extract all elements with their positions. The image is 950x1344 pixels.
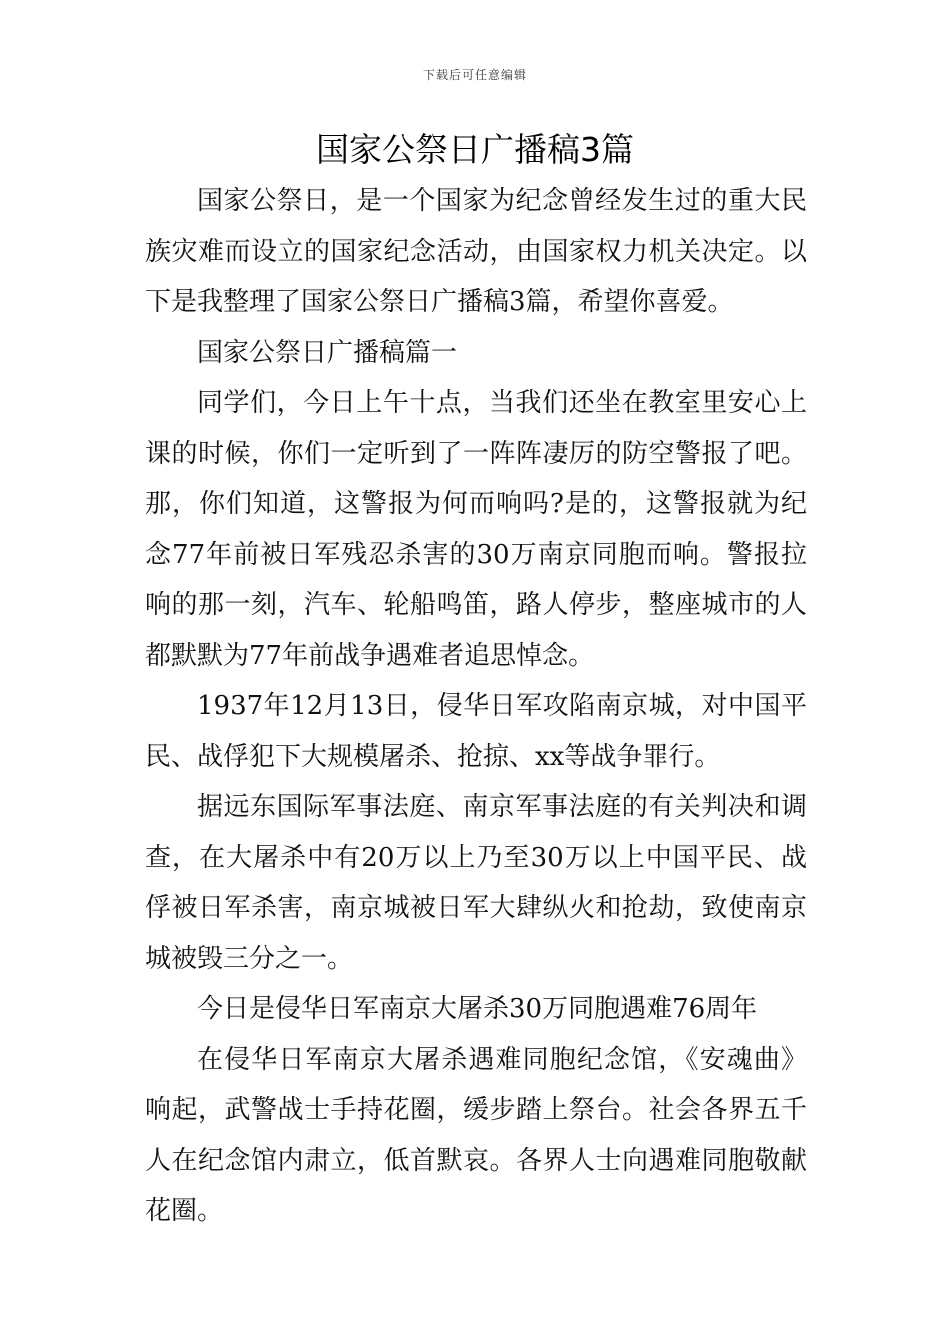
document-title: 国家公祭日广播稿3篇 bbox=[316, 130, 634, 169]
paragraph-intro: 国家公祭日，是一个国家为纪念曾经发生过的重大民族灾难而设立的国家纪念活动，由国家权力机关决定。以下是我整理了国家公祭日广播稿3篇，希望你喜爱。 bbox=[145, 186, 807, 317]
paragraph-tribunal: 据远东国际军事法庭、南京军事法庭的有关判决和调查，在大屠杀中有20万以上乃至30万以上中国平民、战俘被日军杀害，南京城被日军大肆纵火和抢劫，致使南京城被毁三分之一。 bbox=[145, 792, 807, 974]
paragraph-anniversary: 今日是侵华日军南京大屠杀30万同胞遇难76周年 bbox=[197, 994, 758, 1024]
paragraph-memorial: 在侵华日军南京大屠杀遇难同胞纪念馆，《安魂曲》响起，武警战士手持花圈，缓步踏上祭台。社会各界五千人在纪念馆内肃立，低首默哀。各界人士向遇难同胞敬献花圈。 bbox=[145, 1044, 807, 1226]
document-body bbox=[145, 176, 807, 1237]
paragraph-history: 1937年12月13日，侵华日军攻陷南京城，对中国平民、战俘犯下大规模屠杀、抢掠、xx等战争罪行。 bbox=[145, 691, 807, 772]
paragraph-section-heading: 国家公祭日广播稿篇一 bbox=[197, 337, 458, 368]
paragraph-alarm: 同学们，今日上午十点，当我们还坐在教室里安心上课的时候，你们一定听到了一阵阵凄厉的防空警报了吧。那，你们知道，这警报为何而响吗?是的，这警报就为纪念77年前被日军残忍杀害的30万南京同胞而响。警报拉响的那一刻，汽车、轮船鸣笛，路人停步，整座城市的人都默默为77年前战争遇难者追思悼念。 bbox=[145, 388, 807, 671]
header-note: 下载后可任意编辑 bbox=[422, 68, 527, 82]
